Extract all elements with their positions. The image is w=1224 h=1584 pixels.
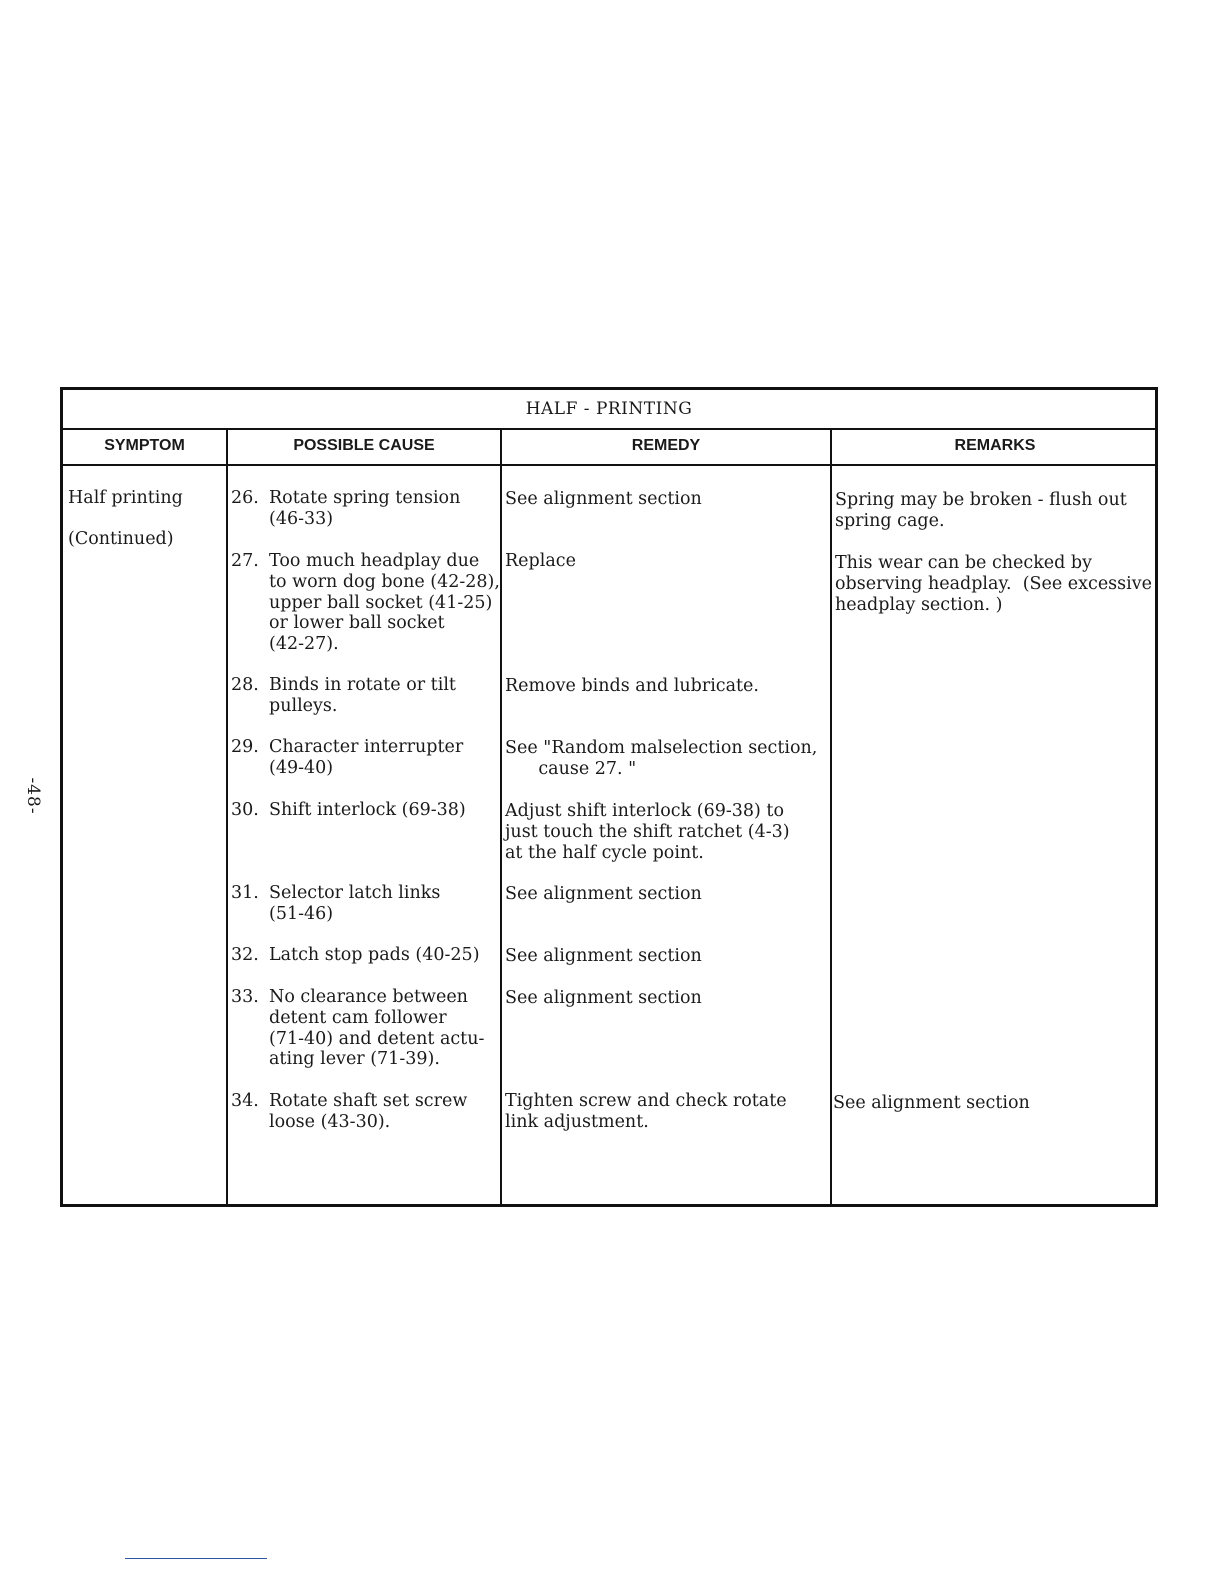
symptom-continued: (Continued) (68, 529, 174, 549)
header-remarks: REMARKS (954, 437, 1036, 454)
remedy-text: See alignment section (505, 489, 702, 509)
remedy-text: Adjust shift interlock (69-38) to just touch the shift ratchet (4-3) at the half cycle point. (505, 801, 790, 863)
cause-text: Rotate spring tension (46-33) (269, 488, 461, 529)
remarks-text: This wear can be checked by observing headplay. (See excessive headplay section. ) (835, 553, 1152, 615)
cause-text: Too much headplay due to worn dog bone (42-28), upper ball socket (41-25) or lower ball socket (42-27). (269, 551, 500, 655)
column-divider (226, 428, 228, 1204)
cause-text: Binds in rotate or tilt pulleys. (269, 675, 456, 716)
cause-number: 31. (231, 883, 259, 903)
remedy-text: See alignment section (505, 946, 702, 966)
cause-text: Character interrupter (49-40) (269, 737, 464, 778)
cause-number: 33. (231, 987, 259, 1007)
remedy-text: Tighten screw and check rotate link adjustment. (505, 1091, 787, 1132)
cause-number: 30. (231, 800, 259, 820)
page-number: -48- (23, 777, 43, 815)
cause-number: 27. (231, 551, 259, 571)
remedy-text: Remove binds and lubricate. (505, 676, 759, 696)
remedy-text: See alignment section (505, 988, 702, 1008)
remarks-text: Spring may be broken - flush out spring cage. (835, 490, 1127, 531)
remedy-text: Replace (505, 551, 576, 571)
table-title: HALF - PRINTING (63, 390, 1155, 430)
cause-text: Latch stop pads (40-25) (269, 945, 480, 965)
column-divider (500, 428, 502, 1204)
column-divider (830, 428, 832, 1204)
cause-number: 29. (231, 737, 259, 757)
header-remedy: REMEDY (631, 437, 701, 454)
cause-text: Rotate shaft set screw loose (43-30). (269, 1091, 468, 1132)
cause-number: 26. (231, 488, 259, 508)
header-possible-cause: POSSIBLE CAUSE (293, 437, 435, 454)
remarks-text: See alignment section (833, 1093, 1030, 1113)
remedy-text: See "Random malselection section, cause 27. " (505, 738, 818, 779)
cause-number: 28. (231, 675, 259, 695)
header-symptom: SYMPTOM (104, 437, 185, 454)
cause-text: Shift interlock (69-38) (269, 800, 466, 820)
cause-number: 34. (231, 1091, 259, 1111)
symptom-text: Half printing (68, 488, 183, 508)
cause-text: No clearance between detent cam follower (71-40) and detent actu- ating lever (71-39). (269, 987, 485, 1070)
cause-number: 32. (231, 945, 259, 965)
footer-rule (125, 1558, 267, 1559)
cause-text: Selector latch links (51-46) (269, 883, 441, 924)
troubleshooting-table (60, 387, 1158, 1207)
remedy-text: See alignment section (505, 884, 702, 904)
